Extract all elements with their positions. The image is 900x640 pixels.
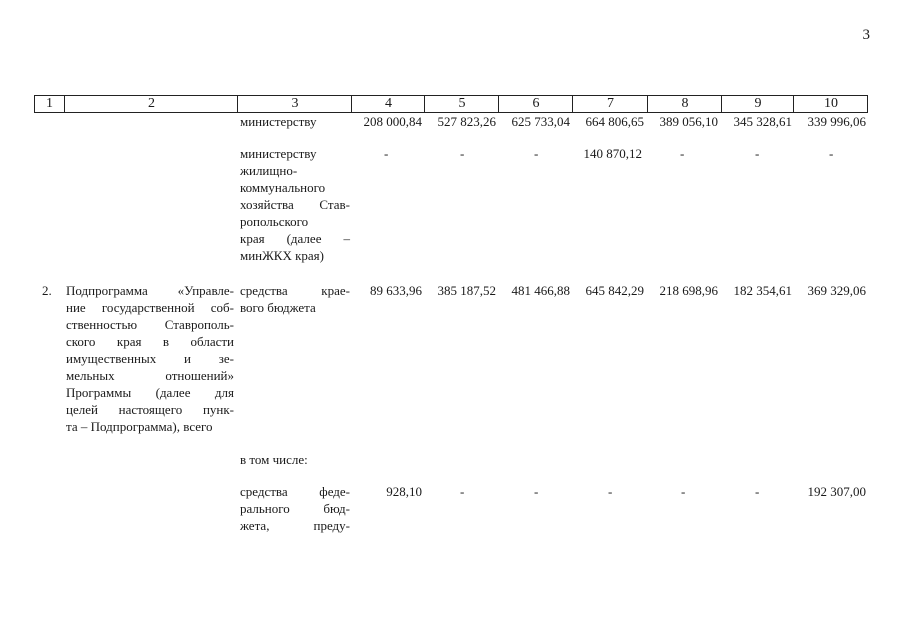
subprogram-name-line: Подпрограмма «Управле- (66, 283, 234, 298)
value-cell: - (460, 484, 465, 499)
header-col-8: 8 (647, 96, 722, 112)
funding-source-line: коммунального (240, 180, 326, 195)
value-cell: - (384, 146, 389, 161)
value-cell: 192 307,00 (807, 484, 866, 499)
row-number: 2. (42, 283, 52, 298)
funding-source-line: рального бюд- (240, 501, 350, 516)
value-cell: 345 328,61 (733, 114, 792, 129)
value-cell: - (755, 146, 760, 161)
subprogram-name (66, 282, 234, 435)
subprogram-name-line: мельных отношений» (66, 368, 234, 383)
funding-source (240, 113, 350, 130)
value-cell: - (460, 146, 465, 161)
funding-source (240, 145, 350, 264)
funding-source-line: минЖКХ края) (240, 248, 324, 263)
funding-source-line: средства феде- (240, 484, 350, 499)
value-cell: - (680, 146, 685, 161)
funding-source-line: министерству (240, 114, 317, 129)
funding-source-line: средства крае- (240, 283, 350, 298)
funding-source-line: ропольского (240, 214, 309, 229)
value-cell: 385 187,52 (437, 283, 496, 298)
value-cell: - (608, 484, 613, 499)
table-header-row (34, 95, 868, 113)
funding-source-line: жилищно- (240, 163, 298, 178)
value-cell: 389 056,10 (659, 114, 718, 129)
funding-source (240, 483, 350, 534)
header-col-1: 1 (46, 96, 53, 111)
header-col-10: 10 (793, 96, 868, 112)
page-number: 3 (862, 27, 870, 43)
funding-source-line: края (далее – (240, 231, 350, 246)
value-cell: 928,10 (386, 484, 422, 499)
subprogram-name-line: имущественных и зе- (66, 351, 234, 366)
value-cell: 182 354,61 (733, 283, 792, 298)
value-cell: 140 870,12 (583, 146, 642, 161)
header-col-2: 2 (64, 96, 238, 112)
header-col-6: 6 (498, 96, 573, 112)
value-cell: 369 329,06 (807, 283, 866, 298)
funding-source-line: вого бюджета (240, 300, 316, 315)
funding-source-line: хозяйства Став- (240, 197, 350, 212)
funding-source (240, 451, 308, 468)
value-cell: - (681, 484, 686, 499)
value-cell: - (534, 484, 539, 499)
header-col-9: 9 (721, 96, 794, 112)
subprogram-name-line: Программы (далее для (66, 385, 234, 400)
value-cell: - (755, 484, 760, 499)
subprogram-name-line: целей настоящего пунк- (66, 402, 234, 417)
funding-source-line: в том числе: (240, 452, 308, 467)
header-col-5: 5 (424, 96, 499, 112)
subprogram-name-line: та – Подпрограмма), всего (66, 419, 213, 434)
subprogram-name-line: ственностью Ставрополь- (66, 317, 234, 332)
funding-source-line: жета, преду- (240, 518, 350, 533)
funding-source-line: министерству (240, 146, 317, 161)
value-cell: - (829, 146, 834, 161)
value-cell: 645 842,29 (585, 283, 644, 298)
subprogram-name-line: ского края в области (66, 334, 234, 349)
funding-source (240, 282, 350, 316)
value-cell: 208 000,84 (363, 114, 422, 129)
value-cell: 89 633,96 (370, 283, 422, 298)
header-col-3: 3 (237, 96, 352, 112)
value-cell: 625 733,04 (511, 114, 570, 129)
value-cell: 481 466,88 (511, 283, 570, 298)
value-cell: 664 806,65 (585, 114, 644, 129)
value-cell: 339 996,06 (807, 114, 866, 129)
value-cell: 527 823,26 (437, 114, 496, 129)
subprogram-name-line: ние государственной соб- (66, 300, 234, 315)
header-col-7: 7 (572, 96, 648, 112)
value-cell: 218 698,96 (659, 283, 718, 298)
value-cell: - (534, 146, 539, 161)
header-col-4: 4 (351, 96, 425, 112)
